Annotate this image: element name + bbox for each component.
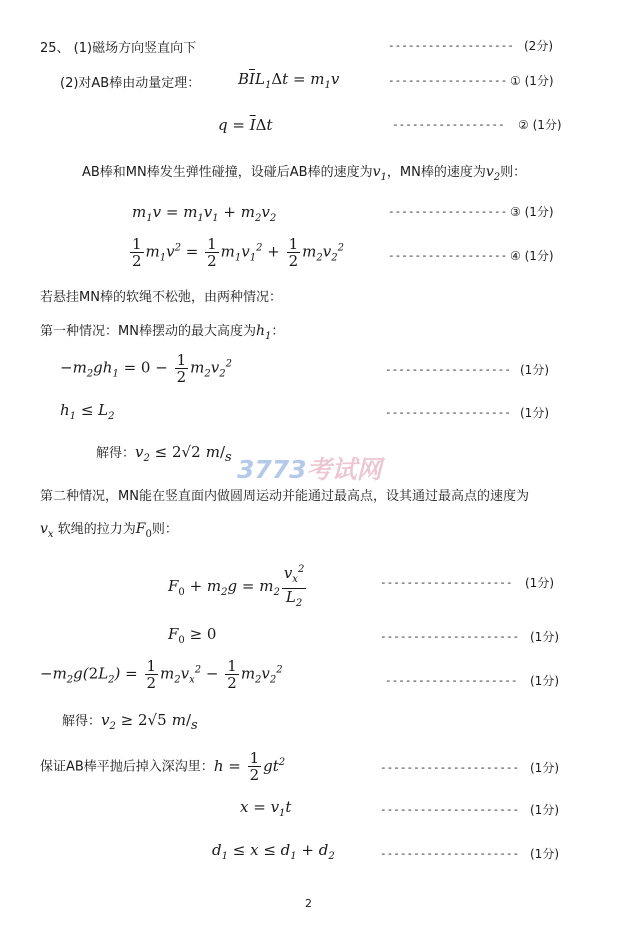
dash-leader: --------------------: [385, 674, 518, 687]
collision-text-b: ，MN棒的速度为: [386, 165, 486, 180]
case2-then: 则：: [151, 522, 178, 537]
result-case1: 解得：$v_2 \le 2√2$ $m/_s$: [96, 443, 232, 465]
score-mark: (1分): [530, 761, 559, 775]
equation-charge: $q = \overline{I}\Delta t$: [218, 116, 273, 134]
equation-momentum-conservation: $m_1v = m_1v_1 + m_2v_2$: [132, 203, 277, 224]
dash-leader: ---------------------: [380, 847, 520, 860]
score-mark: (1分): [530, 847, 559, 861]
q25-part1-text: 25、 (1)磁场方向竖直向下: [40, 41, 197, 56]
watermark-logo: [237, 450, 382, 486]
score-mark: (1分): [520, 406, 549, 420]
score-mark: ① (1分): [510, 74, 554, 88]
part2-text: (2)对AB棒由动量定理：: [60, 76, 201, 91]
dash-leader: ------------------: [388, 249, 508, 262]
score-mark: ④ (1分): [510, 249, 554, 263]
projectile-text: 保证AB棒平抛后掉入深沟里：: [40, 759, 214, 775]
dash-leader: ------------------: [388, 74, 508, 87]
dash-leader: -------------------: [388, 39, 514, 52]
equation-tension: $F_0 \ge 0$: [168, 625, 217, 646]
dash-leader: ---------------------: [380, 761, 520, 774]
dash-leader: ---------------------: [380, 630, 520, 643]
page-number: 2: [305, 897, 312, 910]
watermark-text: 考试网: [306, 455, 382, 484]
equation-horizontal: $x = v_1t$: [240, 798, 292, 819]
equation-case1-height: $h_1 \le L_2$: [60, 401, 115, 422]
equation-case1-energy: $-m_2gh_1 = 0$ − $\frac{1}{2}$ $m_2v_2^2$: [60, 351, 232, 386]
score-mark: (1分): [530, 630, 559, 644]
result-label: 解得：: [62, 714, 102, 729]
result-case2: 解得：$v_2 \ge 2√5$ $m/_s$: [62, 711, 198, 733]
case2-text-cont: $v_x$ 软绳的拉力为$F_0$则：: [40, 521, 178, 540]
equation-energy-conservation: $\frac{1}{2}$ $m_1v^2$ = $\frac{1}{2}$ $m_1v_1^2$ + $\frac{1}{2}$ $m_2v_2^2$: [132, 235, 345, 270]
watermark-number: 3773: [237, 455, 307, 484]
score-mark: (1分): [525, 576, 554, 590]
equation-case2-energy: $-m_2g(2L_2)$ = $\frac{1}{2}$ $m_2v_x^2$ − $\frac{1}{2}$ $m_2v_2^2$: [40, 657, 283, 692]
score-mark: (2分): [524, 39, 553, 53]
dash-leader: --------------------: [380, 576, 513, 589]
case2-tension-label: 软绳的拉力为: [57, 522, 136, 537]
collision-text-a: AB棒和MN棒发生弹性碰撞，设碰后AB棒的速度为: [82, 165, 373, 180]
result-label: 解得：: [96, 446, 136, 461]
case1-text: 第一种情况：MN棒摆动的最大高度为$h_1$：: [40, 323, 285, 342]
score-mark: ③ (1分): [510, 205, 554, 219]
score-mark: ② (1分): [518, 118, 562, 132]
dash-leader: -------------------: [385, 406, 511, 419]
equation-momentum: $B\overline{I}L_1\Delta t = m_1v$: [238, 70, 340, 91]
dash-leader: -------------------: [385, 363, 511, 376]
score-mark: (1分): [530, 803, 559, 817]
dash-leader: ------------------: [388, 205, 508, 218]
score-mark: (1分): [530, 674, 559, 688]
dash-leader: ---------------------: [380, 803, 520, 816]
projectile-line: 保证AB棒平抛后掉入深沟里：h = $\frac{1}{2}$ $gt^2$: [40, 749, 286, 784]
condition-text: 若悬挂MN棒的软绳不松弛，由两种情况：: [40, 290, 282, 305]
equation-centripetal: $F_0 + m_2g = m_2$ $\frac{v_x^2}{L_2}$: [168, 564, 305, 609]
case1-label: 第一种情况：MN棒摆动的最大高度为: [40, 324, 256, 339]
collision-text: AB棒和MN棒发生弹性碰撞，设碰后AB棒的速度为$v_1$，MN棒的速度为$v_2$则：: [82, 164, 527, 183]
case2-text: 第二种情况，MN能在竖直面内做圆周运动并能通过最高点，设其通过最高点的速度为: [40, 489, 529, 504]
collision-text-c: 则：: [500, 165, 527, 180]
dash-leader: -----------------: [392, 118, 505, 131]
equation-range: $d_1 \le x \le d_1 + d_2$: [212, 841, 335, 862]
score-mark: (1分): [520, 363, 549, 377]
